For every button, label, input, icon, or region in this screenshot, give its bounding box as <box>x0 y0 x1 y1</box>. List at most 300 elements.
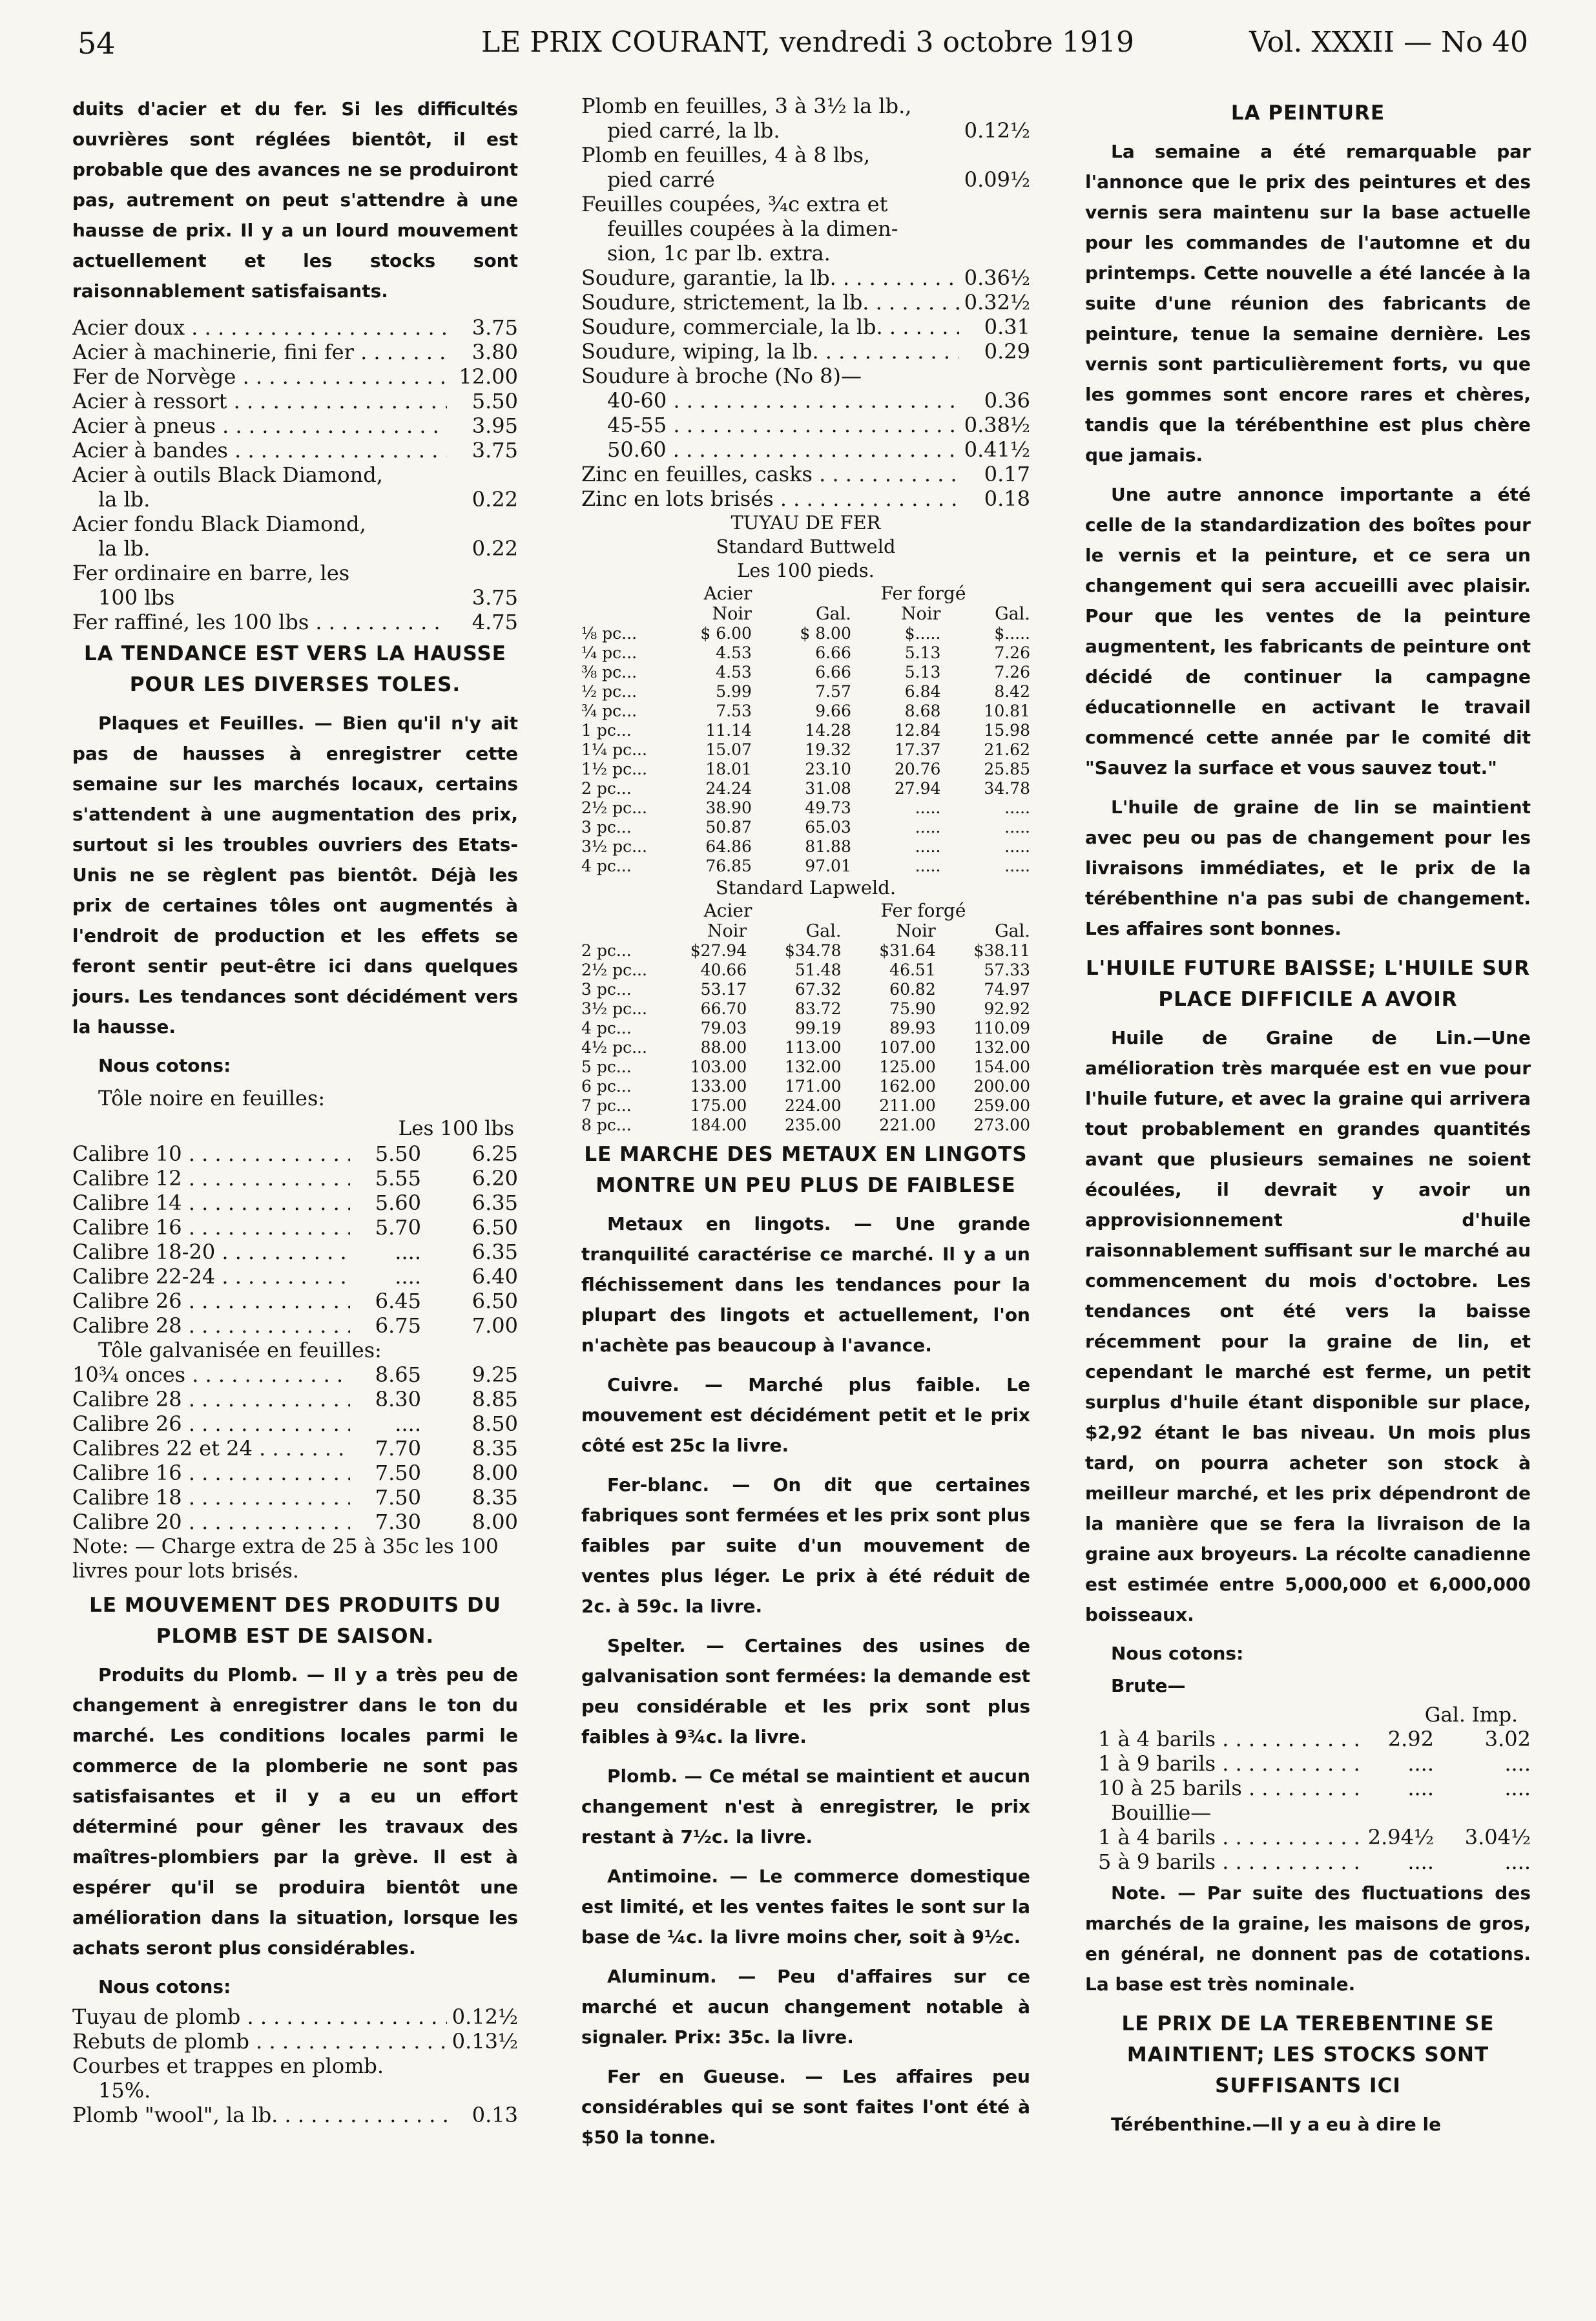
price-value-a: .... <box>395 1264 421 1289</box>
price-label: 40-60 . . . <box>607 388 959 413</box>
article-paragraph: Fer-blanc. — On dit que certaines fabriques sont fermées et les prix sont plus faibles par suite d'un mouvement de ventes plus léger. Le prix à été réduit de 2c. à 59c. la livre. <box>581 1474 1030 1617</box>
price-value-a: 5.55 <box>375 1166 421 1191</box>
price-value: 3.95 <box>472 413 518 438</box>
table-cell: 184.00 <box>690 1116 747 1134</box>
price-row <box>72 1313 518 1338</box>
table-cell: 103.00 <box>690 1057 747 1076</box>
price-value: 0.13½ <box>451 2029 518 2054</box>
table-cell: 3½ pc... <box>581 837 647 856</box>
table-cell: 38.90 <box>705 798 752 817</box>
table-cell: 162.00 <box>879 1077 936 1096</box>
table-cell: 5 pc... <box>581 1057 632 1076</box>
article-paragraph: Fer en Gueuse. — Les affaires peu considérables qui se sont faites l'ont été à $50 la tonne. <box>581 2066 1030 2148</box>
table-cell: 6.66 <box>815 663 851 682</box>
table-cell: 31.08 <box>805 779 851 798</box>
table-cell: 7.26 <box>994 643 1030 662</box>
price-value: 0.12½ <box>451 2004 518 2029</box>
item-continuation <box>72 585 518 610</box>
zinc-price-list <box>581 462 1030 511</box>
table-cell: 7.57 <box>815 682 851 701</box>
price-label: 5 à 9 barils . . . <box>1098 1849 1363 1874</box>
section-heading: LE MARCHE DES METAUX EN LINGOTS MONTRE UN PEU PLUS DE FAIBLESE <box>584 1143 1028 1197</box>
price-row <box>1085 1849 1531 1874</box>
table-row <box>581 857 1030 876</box>
price-label: Calibre 12 . . . <box>72 1166 350 1191</box>
intro-paragraph: duits d'acier et du fer. Si les difficultés ouvrières sont réglées bientôt, il est probable que des avances ne se produiront pas, autrement on peut s'attendre à une hausse de prix. Il y a un lourd mouvement actuellement et les stocks sont raisonnablement satisfaisants. <box>72 98 518 302</box>
publication-title: LE PRIX COURANT, vendredi 3 octobre 1919 <box>481 26 1135 59</box>
item-line: Plomb en feuilles, 4 à 8 lbs, <box>581 143 871 167</box>
price-value-b: 8.35 <box>472 1436 518 1461</box>
price-label: Tuyau de plomb . . . <box>72 2004 447 2029</box>
table-cell: 97.01 <box>805 857 851 875</box>
column-2 <box>581 94 1030 2303</box>
table-row <box>581 999 1030 1019</box>
table-cell: 15.98 <box>984 721 1030 740</box>
table-cell: $34.78 <box>785 941 842 960</box>
item-continuation <box>581 167 1030 192</box>
price-label: Calibre 14 . . . <box>72 1191 350 1215</box>
table-cell: 99.19 <box>794 1019 842 1037</box>
price-row <box>72 1166 518 1191</box>
lapweld-table: Noir Gal. Noir Gal. 2 pc... $27.94 $34.78 $31.64 $38.11 2½ pc... 40.66 51.48 46.51 57.33 3 pc... 53.17 67.32 60.82 74.97 3½ pc... 66.70 83.72 75.90 92.92 4 pc... 79.03 99.19 89.93 110.09 4½ pc... 88.00 113.00 107.00 132.00 5 pc... 103.00 132.00 125.00 154.00 6 pc... 133.00 171.00 162.00 200.00 7 pc... 175.00 224.00 211.00 259.00 8 pc... 184.00 235.00 221.00 273.00 <box>581 921 1030 1134</box>
price-value: 0.36 <box>984 388 1030 413</box>
price-value: 0.36½ <box>964 265 1030 290</box>
price-value-b: 6.20 <box>472 1166 518 1191</box>
table-cell: 76.85 <box>705 857 752 875</box>
item-line: pied carré <box>607 167 715 192</box>
price-row <box>72 1191 518 1215</box>
page-header <box>0 26 1596 71</box>
table-cell: 53.17 <box>700 980 747 999</box>
price-value: 0.31 <box>984 315 1030 339</box>
bouillie-price-list <box>1085 1825 1531 1874</box>
price-value-b: 6.50 <box>472 1289 518 1313</box>
table-row <box>581 760 1030 779</box>
table-row <box>581 941 1030 961</box>
price-value-a: .... <box>395 1411 421 1436</box>
table-cell: 1 pc... <box>581 721 632 740</box>
price-value: 12.00 <box>459 364 518 389</box>
price-value-b: 8.85 <box>472 1387 518 1411</box>
item-line: Fer ordinaire en barre, les <box>72 561 350 585</box>
table-cell: 6 pc... <box>581 1077 632 1096</box>
table-row <box>581 1116 1030 1135</box>
article-paragraph: Cuivre. — Marché plus faible. Le mouvement est décidément petit et le prix côté est 25c la livre. <box>581 1374 1030 1456</box>
table-cell: ¾ pc... <box>581 702 637 720</box>
price-value-a: 8.30 <box>375 1387 421 1411</box>
price-row <box>72 1362 518 1387</box>
table-cell: 2½ pc... <box>581 961 647 979</box>
table-cell: ⅛ pc... <box>581 624 637 643</box>
price-label: Calibre 20 . . . <box>72 1510 350 1534</box>
price-label: 10¾ onces . . . <box>72 1362 350 1387</box>
table-cell: 2½ pc... <box>581 798 647 817</box>
acier-price-list <box>72 315 518 463</box>
table-cell: 125.00 <box>879 1057 936 1076</box>
table-cell: 273.00 <box>973 1116 1030 1134</box>
soudure-price-list <box>581 265 1030 364</box>
wrapped-item <box>72 512 518 561</box>
price-value-b: 8.50 <box>472 1411 518 1436</box>
table-cell: 8.42 <box>994 682 1030 701</box>
price-value-a: 6.45 <box>375 1289 421 1313</box>
section-heading: LE PRIX DE LA TEREBENTINE SE MAINTIENT; LES STOCKS SONT SUFFISANTS ICI <box>1121 2012 1495 2097</box>
price-value: 0.22 <box>472 536 518 561</box>
table-group-headers: Acier Fer forgé <box>703 900 966 921</box>
price-row <box>1085 1825 1531 1849</box>
table-cell: $31.64 <box>879 941 936 960</box>
price-value-b: .... <box>1504 1776 1531 1800</box>
section-heading: L'HUILE FUTURE BAISSE; L'HUILE SUR PLACE DIFFICILE A AVOIR <box>1086 957 1530 1011</box>
table-cell: 7.26 <box>994 663 1030 682</box>
subsection-label: Soudure à broche (No 8)— <box>581 364 862 388</box>
item-line: la lb. <box>98 487 150 512</box>
table-cell: ..... <box>1004 818 1030 837</box>
price-value: 0.17 <box>984 462 1030 486</box>
article-paragraph: Huile de Graine de Lin.—Une amélioration très marquée est en vue pour l'huile future, et avec la graine qui arrivera tout probablement en grandes quantités avant que plusieurs semaines ne soient écoulées, il devrait y avoir un approvisionnement d'huile raisonnablement suffisant sur le marché au commencement du mois d'octobre. Les tendances ont été vers la baisse récemment pour la graine de lin, et cependant le marché est ferme, un petit surplus d'huile étant disponible sur place, $2,92 étant le bas niveau. Un mois plus tard, on pourra acheter son stock à meilleur marché, et les prix dépendront de la manière que se fera la livraison de la graine aux broyeurs. La récolte canadienne est estimée entre 5,000,000 et 6,000,000 boisseaux. <box>1085 1027 1531 1625</box>
table-unit: Les 100 pieds. <box>737 559 875 581</box>
price-value: 0.22 <box>472 487 518 512</box>
table-row <box>581 798 1030 818</box>
column-unit-label: Gal. Imp. <box>1424 1703 1518 1727</box>
price-value-a: 6.75 <box>375 1313 421 1338</box>
price-value: 0.41½ <box>964 437 1030 462</box>
price-row <box>72 1264 518 1289</box>
price-label: 1 à 9 barils . . . <box>1098 1751 1363 1776</box>
price-label: Calibre 28 . . . <box>72 1313 350 1338</box>
price-label: Calibre 18-20 . . . <box>72 1240 350 1264</box>
table-row <box>581 702 1030 721</box>
article-paragraph: Antimoine. — Le commerce domestique est limité, et les ventes faites le sont sur la base de ¼c. la livre moins cher, soit à 9½c. <box>581 1866 1030 1948</box>
price-value-a: .... <box>1407 1776 1434 1800</box>
table-cell: 6.84 <box>904 682 941 701</box>
price-row <box>581 290 1030 315</box>
price-value-b: 3.04½ <box>1464 1825 1531 1849</box>
table-cell: 64.86 <box>705 837 752 856</box>
table-row <box>581 1096 1030 1116</box>
table-cell: 20.76 <box>894 760 941 778</box>
table-row <box>581 1019 1030 1038</box>
price-label: Acier à bandes . . . <box>72 438 447 463</box>
article-paragraph: Térébenthine.—Il y a eu à dire le <box>1111 2114 1442 2135</box>
price-value-a: 5.60 <box>375 1191 421 1215</box>
table-cell: 221.00 <box>879 1116 936 1134</box>
price-value: 0.32½ <box>964 290 1030 315</box>
price-label: Calibre 22-24 . . . <box>72 1264 350 1289</box>
table-cell: 5.99 <box>716 682 752 701</box>
table-cell: 113.00 <box>785 1038 842 1057</box>
table-cell: 49.73 <box>805 798 851 817</box>
price-value-a: 7.50 <box>375 1461 421 1485</box>
table-cell: 27.94 <box>894 779 941 798</box>
table-cell: 175.00 <box>690 1096 747 1115</box>
price-label: 45-55 . . . <box>607 413 959 437</box>
volume-number: Vol. XXXII — No 40 <box>1249 26 1528 59</box>
table-row <box>581 643 1030 663</box>
table-row <box>581 1057 1030 1077</box>
item-continuation <box>72 536 518 561</box>
table-cell: 200.00 <box>973 1077 1030 1096</box>
price-value-a: .... <box>395 1240 421 1264</box>
price-value: 0.09½ <box>964 167 1030 192</box>
nous-cotons-label: Nous cotons: <box>98 1055 231 1076</box>
price-label: 10 à 25 barils . . . <box>1098 1776 1363 1800</box>
table-row <box>581 980 1030 999</box>
article-paragraph: Plaques et Feuilles. — Bien qu'il n'y ait pas de hausses à enregistrer cette semaine sur les marchés locaux, certains s'attendent à une augmentation des prix, surtout si les troubles ouvriers des Etats-Unis ne se règlent pas bientôt. Déjà les prix de certaines tôles ont augmentés à l'endroit de production et les effets se feront sentir peut-être ici dans quelques jours. Les tendances sont décidément vers la hausse. <box>72 713 518 1037</box>
table-cell: 19.32 <box>805 740 851 759</box>
table-cell: ..... <box>915 818 941 837</box>
table-cell: 132.00 <box>973 1038 1030 1057</box>
price-label: Acier à pneus . . . <box>72 413 447 438</box>
price-value-b: 7.00 <box>472 1313 518 1338</box>
table-cell: 4 pc... <box>581 857 632 875</box>
column-unit-label: Les 100 lbs <box>398 1117 514 1140</box>
price-value-a: 5.70 <box>375 1215 421 1240</box>
price-label: Calibre 10 . . . <box>72 1141 350 1166</box>
price-row <box>72 389 518 413</box>
table-row <box>581 837 1030 857</box>
price-value-a: .... <box>1407 1849 1434 1874</box>
table-cell: 7.53 <box>716 702 752 720</box>
table-row <box>581 1038 1030 1057</box>
table-cell: 4½ pc... <box>581 1038 647 1057</box>
price-label: Soudure, garantie, la lb. . . . <box>581 265 959 290</box>
table-cell: 3 pc... <box>581 818 632 837</box>
price-label: Calibre 28 . . . <box>72 1387 350 1411</box>
table-row <box>581 1077 1030 1096</box>
table-cell: 66.70 <box>700 999 747 1018</box>
table-cell: $..... <box>904 624 941 643</box>
item-continuation <box>72 487 518 512</box>
brute-price-list <box>1085 1727 1531 1800</box>
price-label: Soudure, wiping, la lb. . . . <box>581 339 959 364</box>
price-row <box>72 340 518 364</box>
table-cell: ..... <box>1004 798 1030 817</box>
table-cell: 83.72 <box>794 999 842 1018</box>
table-cell: 65.03 <box>805 818 851 837</box>
item-line: 100 lbs <box>98 585 175 610</box>
item-line: Acier à outils Black Diamond, <box>72 463 383 487</box>
price-value-b: 8.00 <box>472 1510 518 1534</box>
table-cell: 57.33 <box>984 961 1030 979</box>
price-value-b: .... <box>1504 1751 1531 1776</box>
table-cell: 211.00 <box>879 1096 936 1115</box>
calibre-galv-list <box>72 1362 518 1534</box>
price-label: Calibre 18 . . . <box>72 1485 350 1510</box>
price-label: 1 à 4 barils . . . <box>1098 1727 1363 1751</box>
price-value: 3.80 <box>472 340 518 364</box>
table-cell: ⅜ pc... <box>581 663 637 682</box>
price-label: Soudure, strictement, la lb. . . . <box>581 290 959 315</box>
feuilles-coupees-text: Feuilles coupées, ¾c extra et feuilles coupées à la dimen- sion, 1c par lb. extra. <box>581 192 898 265</box>
table-cell: 11.14 <box>705 721 752 740</box>
price-label: Acier doux . . . <box>72 315 447 340</box>
price-row <box>72 1141 518 1166</box>
column-1 <box>72 94 518 2303</box>
note-text: Note. — Par suite des fluctuations des marchés de la graine, les maisons de gros, en général, ne donnent pas de cotations. La base est très nominale. <box>1085 1882 1531 1995</box>
price-value: 3.75 <box>472 438 518 463</box>
table-row <box>581 624 1030 643</box>
table-cell: 110.09 <box>973 1019 1030 1037</box>
price-value-b: 8.35 <box>472 1485 518 1510</box>
metaux-paragraphs <box>581 1209 1030 2152</box>
wrapped-item <box>72 463 518 512</box>
price-label: Calibre 16 . . . <box>72 1215 350 1240</box>
article-paragraph: Plomb. — Ce métal se maintient et aucun changement n'est à enregistrer, le prix restant à 7½c. la livre. <box>581 1765 1030 1847</box>
price-row <box>581 339 1030 364</box>
price-value-a: 5.50 <box>375 1141 421 1166</box>
table-subtitle: Standard Buttweld <box>716 536 896 557</box>
price-value-b: 9.25 <box>472 1362 518 1387</box>
table-cell: 24.24 <box>705 779 752 798</box>
table-cell: 8 pc... <box>581 1116 632 1134</box>
table-title: TUYAU DE FER <box>731 512 881 534</box>
table-cell: 89.93 <box>889 1019 936 1037</box>
table-row <box>581 682 1030 702</box>
table-cell: 2 pc... <box>581 779 632 798</box>
subsection-label: Brute— <box>1111 1675 1186 1696</box>
price-label: Calibre 16 . . . <box>72 1461 350 1485</box>
price-row: Fer raffiné, les 100 lbs . . . 4.75 <box>72 610 518 634</box>
price-label: Rebuts de plomb . . . <box>72 2029 447 2054</box>
table-subtitle: Standard Lapweld. <box>715 877 896 899</box>
table-row <box>581 779 1030 798</box>
table-cell: 81.88 <box>805 837 851 856</box>
section-heading: LA PEINTURE <box>1230 101 1385 125</box>
table-cell: $ 6.00 <box>700 624 752 643</box>
price-value-a: 7.50 <box>375 1485 421 1510</box>
table-cell: 75.90 <box>889 999 936 1018</box>
article-paragraph: Spelter. — Certaines des usines de galvanisation sont fermées: la demande est peu considérable et les prix sont plus faibles à 9¾c. la livre. <box>581 1635 1030 1747</box>
price-value-a: 2.92 <box>1387 1727 1434 1751</box>
table-cell: 2 pc... <box>581 941 632 960</box>
price-row: Plomb "wool", la lb. . . . 0.13 <box>72 2103 518 2127</box>
table-cell: 1¼ pc... <box>581 740 647 759</box>
table-cell: 9.66 <box>815 702 851 720</box>
table-row <box>581 721 1030 740</box>
price-value-a: 7.30 <box>375 1510 421 1534</box>
item-continuation <box>581 118 1030 143</box>
nous-cotons-label: Nous cotons: <box>1111 1643 1244 1664</box>
table-cell: 1½ pc... <box>581 760 647 778</box>
article-paragraph: L'huile de graine de lin se maintient avec peu ou pas de changement pour les livraisons immédiates, et le prix de la térébenthine n'a pas subi de changement. Les affaires sont bonnes. <box>1085 796 1531 939</box>
price-value-b: 6.35 <box>472 1240 518 1264</box>
article-paragraph: Une autre annonce importante a été celle de la standardization des boîtes pour le vernis et la peinture, et ce sera un changement qui sera accueilli avec plaisir. Pour que les ventes de la peinture augmentent, les fabricants de peinture ont décidé de continuer la campagne éducationnelle en activant le travail commencé cette année par le comité dit "Sauvez la surface et vous sauvez tout." <box>1085 484 1531 778</box>
price-row <box>607 388 1030 413</box>
table-cell: 5.13 <box>904 663 941 682</box>
price-row <box>607 413 1030 437</box>
table-cell: 259.00 <box>973 1096 1030 1115</box>
table-cell: $..... <box>994 624 1030 643</box>
table-cell: 10.81 <box>984 702 1030 720</box>
table-cell: 107.00 <box>879 1038 936 1057</box>
table-cell: 14.28 <box>805 721 851 740</box>
page-number: 54 <box>78 26 116 61</box>
table-cell: 40.66 <box>700 961 747 979</box>
price-value-b: 6.25 <box>472 1141 518 1166</box>
calibre-noire-list <box>72 1141 518 1338</box>
nous-cotons-label: Nous cotons: <box>98 1976 231 1997</box>
column-3 <box>1085 94 1531 2303</box>
price-row <box>72 2004 518 2029</box>
price-label: Calibre 26 . . . <box>72 1411 350 1436</box>
table-row <box>581 663 1030 682</box>
table-cell: ..... <box>1004 857 1030 875</box>
price-label: 50.60 . . . <box>607 437 959 462</box>
price-value: 3.75 <box>472 585 518 610</box>
price-row <box>1085 1776 1531 1800</box>
table-cell: 60.82 <box>889 980 936 999</box>
table-row <box>581 961 1030 980</box>
article-paragraph: La semaine a été remarquable par l'annonce que le prix des peintures et des vernis sera maintenu sur la base actuelle pour les commandes de l'automne et du printemps. Cette nouvelle a été lancée à la suite d'une réunion des fabricants de peinture, tenue la semaine dernière. Les vernis sont particulièrement forts, vu que les gommes sont encore rares et chères, tandis que la térébenthine est plus chère que jamais. <box>1085 141 1531 466</box>
table-cell: 74.97 <box>984 980 1030 999</box>
price-row <box>72 1436 518 1461</box>
price-row <box>72 413 518 438</box>
price-row <box>1085 1751 1531 1776</box>
table-group-headers: Acier Fer forgé <box>703 583 966 604</box>
article-paragraph: Metaux en lingots. — Une grande tranquilité caractérise ce marché. Il y a un fléchissement dans les tendances pour la plupart des lingots et actuellement, l'on n'achète pas beaucoup à l'avance. <box>581 1213 1030 1356</box>
table-row <box>581 818 1030 837</box>
subsection-label: Bouillie— <box>1111 1800 1212 1825</box>
price-row <box>607 437 1030 462</box>
wrapped-item <box>581 143 1030 192</box>
table-cell: 51.48 <box>794 961 842 979</box>
price-value: 0.29 <box>984 339 1030 364</box>
price-row <box>1085 1727 1531 1751</box>
table-cell: ..... <box>1004 837 1030 856</box>
price-value-a: 7.70 <box>375 1436 421 1461</box>
price-value-b: 6.35 <box>472 1191 518 1215</box>
price-row <box>72 315 518 340</box>
note-text: Note: — Charge extra de 25 à 35c les 100 livres pour lots brisés. <box>72 1535 499 1583</box>
price-value-b: 6.50 <box>472 1215 518 1240</box>
table-cell: 88.00 <box>700 1038 747 1057</box>
article-paragraph: Aluminum. — Peu d'affaires sur ce marché et aucun changement notable à signaler. Prix: 35c. la livre. <box>581 1966 1030 2048</box>
table-cell: $38.11 <box>973 941 1030 960</box>
table-cell: 224.00 <box>785 1096 842 1115</box>
price-row <box>581 265 1030 290</box>
price-row <box>72 1485 518 1510</box>
item-line: Acier fondu Black Diamond, <box>72 512 366 536</box>
wrapped-item: Courbes et trappes en plomb. 15%. <box>72 2054 384 2103</box>
table-cell: 25.85 <box>984 760 1030 778</box>
table-cell: ..... <box>915 857 941 875</box>
price-value-b: .... <box>1504 1849 1531 1874</box>
price-value: 0.38½ <box>964 413 1030 437</box>
price-row <box>581 462 1030 486</box>
table-cell: 50.87 <box>705 818 752 837</box>
table-cell: 5.13 <box>904 643 941 662</box>
broche-price-list <box>581 388 1030 462</box>
table-cell: 3½ pc... <box>581 999 647 1018</box>
price-label: Zinc en lots brisés . . . <box>581 486 959 511</box>
table-cell: 7 pc... <box>581 1096 632 1115</box>
price-row <box>72 1411 518 1436</box>
price-row <box>72 438 518 463</box>
item-line: la lb. <box>98 536 150 561</box>
table-cell: ..... <box>915 798 941 817</box>
price-label: Calibres 22 et 24 . . . <box>72 1436 350 1461</box>
table-cell: ..... <box>915 837 941 856</box>
price-label: 1 à 4 barils . . . <box>1098 1825 1363 1849</box>
table-cell: $ 8.00 <box>800 624 851 643</box>
table-cell: 17.37 <box>894 740 941 759</box>
peinture-paragraphs <box>1085 136 1531 944</box>
table-cell: 34.78 <box>984 779 1030 798</box>
table-cell: 79.03 <box>700 1019 747 1037</box>
wrapped-item <box>72 561 518 610</box>
acier-wrapped-list <box>72 463 518 610</box>
